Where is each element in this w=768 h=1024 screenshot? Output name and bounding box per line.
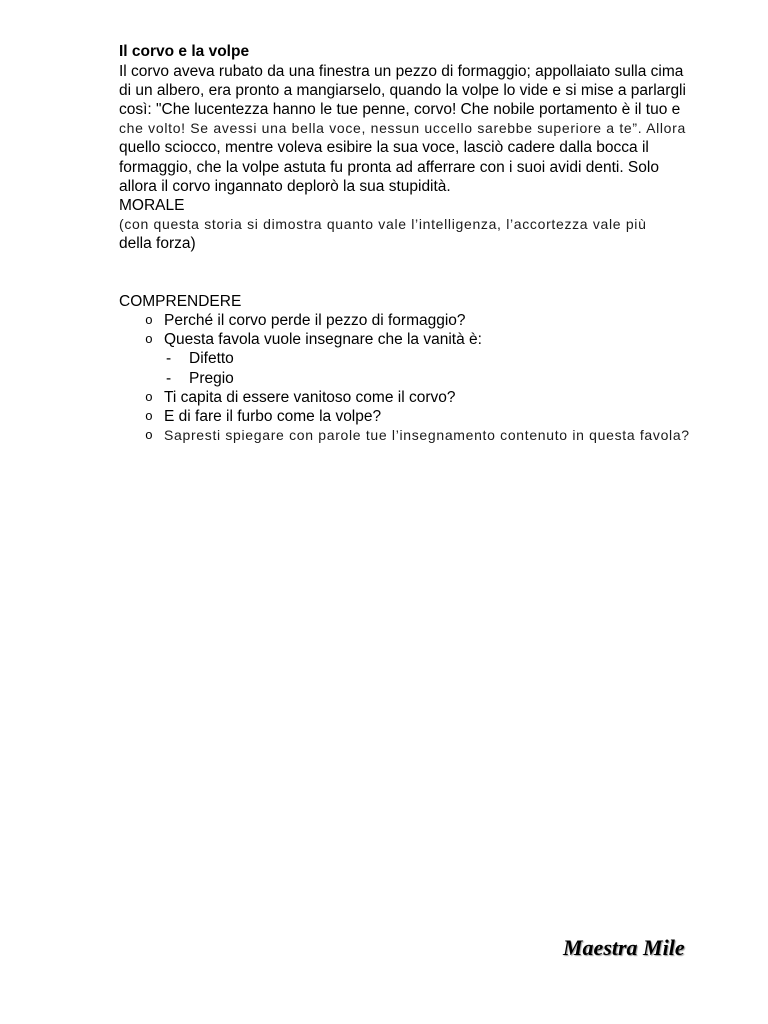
moral-line: della forza): [119, 235, 196, 253]
story-line: che volto! Se avessi una bella voce, nessun uccello sarebbe superiore a te”. Allora: [119, 120, 686, 137]
document-body: [119, 42, 690, 445]
story-title: Il corvo e la volpe: [119, 43, 250, 61]
story-line: allora il corvo ingannato deplorò la sua stupidità.: [119, 177, 451, 195]
story-line: quello sciocco, mentre voleva esibire la sua voce, lasciò cadere dalla bocca il: [119, 139, 649, 157]
bullet-circle-icon: o: [145, 389, 153, 405]
section-heading: COMPRENDERE: [119, 292, 242, 310]
bullet-circle-icon: o: [145, 428, 153, 444]
bullet-circle-icon: o: [145, 408, 153, 424]
question-item: [119, 407, 686, 426]
question-text: E di fare il furbo come la volpe?: [164, 407, 382, 425]
answer-option: [119, 349, 686, 368]
story-line: formaggio, che la volpe astuta fu pronta ad afferrare con i suoi avidi denti. Solo: [119, 158, 659, 176]
question-text: Questa favola vuole insegnare che la vanità è:: [164, 331, 482, 349]
story-text: [119, 62, 686, 196]
moral-line: (con questa storia si dimostra quanto vale l’intelligenza, l’accortezza vale più: [119, 216, 647, 233]
question-text: Perché il corvo perde il pezzo di formaggio?: [164, 312, 466, 330]
question-text: Ti capita di essere vanitoso come il corvo?: [164, 388, 456, 406]
question-list: [119, 311, 690, 445]
question-item: [119, 388, 686, 407]
moral-text: [119, 215, 686, 253]
question-item: [119, 426, 690, 445]
story-line: di un albero, era pronto a mangiarselo, quando la volpe lo vide e si mise a parlargli: [119, 81, 686, 99]
bullet-circle-icon: o: [145, 332, 153, 348]
answer-option-text: Pregio: [189, 369, 234, 387]
bullet-dash-icon: -: [166, 369, 172, 387]
question-item: [119, 330, 686, 349]
question-text: Sapresti spiegare con parole tue l’insegnamento contenuto in questa favola?: [164, 427, 690, 444]
author-signature: Maestra Mile: [563, 935, 685, 960]
answer-option-text: Difetto: [189, 350, 234, 368]
bullet-circle-icon: o: [145, 313, 153, 329]
comprehension-section: [119, 292, 690, 446]
bullet-dash-icon: -: [166, 350, 172, 368]
question-item: [119, 311, 686, 330]
moral-heading: MORALE: [119, 196, 185, 214]
answer-option: [119, 369, 686, 388]
story-line: così: "Che lucentezza hanno le tue penne, corvo! Che nobile portamento è il tuo e: [119, 100, 681, 118]
story-line: Il corvo aveva rubato da una finestra un pezzo di formaggio; appollaiato sulla cima: [119, 62, 684, 80]
